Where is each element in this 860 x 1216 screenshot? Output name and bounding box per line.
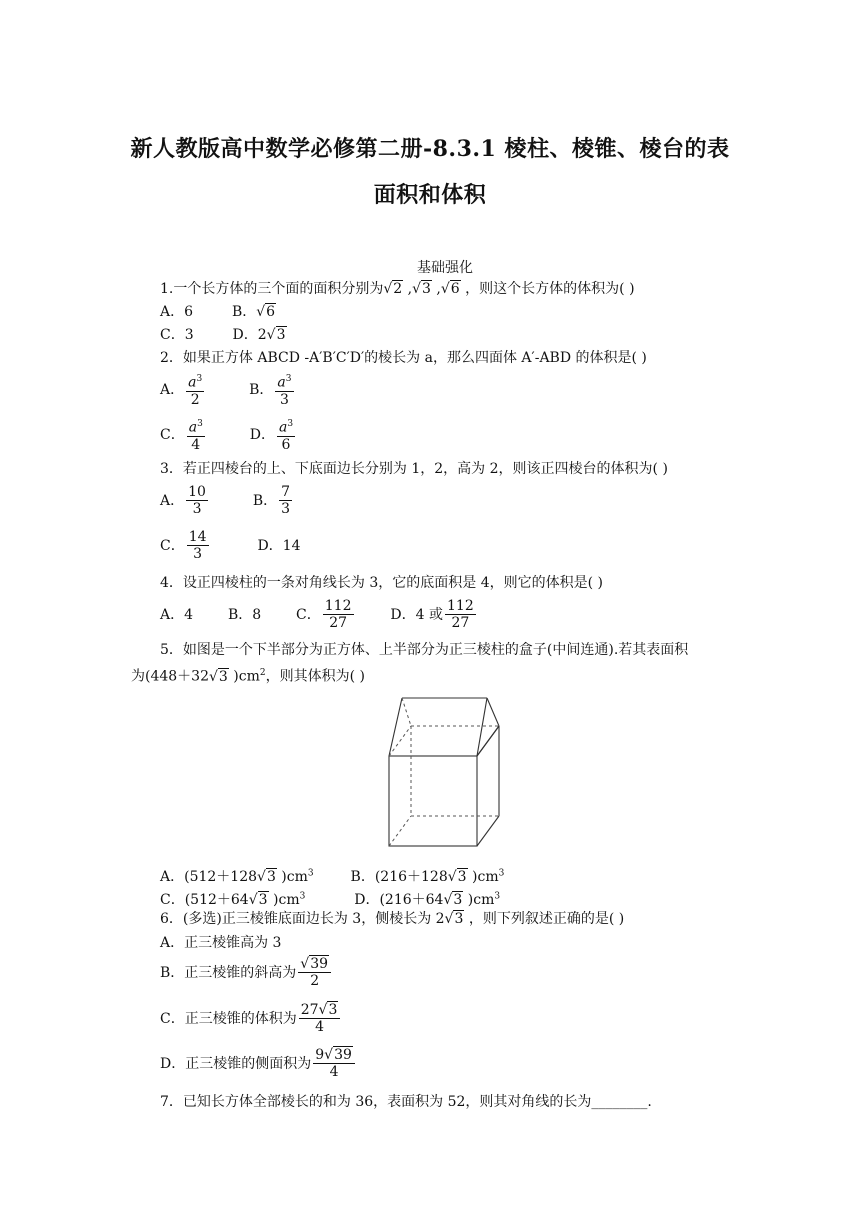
q5-option-b bbox=[351, 869, 505, 885]
option-label: A． bbox=[160, 493, 185, 509]
q3-option-a bbox=[160, 484, 210, 518]
option-label: D．正三棱锥的侧面积为 bbox=[160, 1056, 312, 1072]
q1-option-a: A．6 bbox=[160, 304, 194, 320]
radicand: 3 bbox=[422, 281, 431, 297]
option-label: B．(216＋128 bbox=[350, 868, 448, 885]
sqrt-3: √3 bbox=[248, 891, 268, 908]
denominator: 4 bbox=[315, 1019, 325, 1035]
numerator bbox=[275, 371, 293, 392]
fraction bbox=[277, 416, 295, 454]
radicand: 3 bbox=[266, 868, 276, 885]
exponent: 3 bbox=[307, 868, 314, 878]
separator: , bbox=[431, 281, 441, 297]
exponent: 3 bbox=[498, 868, 505, 878]
numerator bbox=[187, 416, 205, 437]
exponent: 3 bbox=[494, 891, 501, 901]
q6-option-a: A．正三棱锥高为 3 bbox=[160, 935, 282, 951]
stem-text: )cm bbox=[228, 668, 260, 685]
sqrt-3: √3 bbox=[412, 281, 431, 297]
fraction bbox=[186, 371, 204, 409]
q1-options-ab bbox=[160, 303, 276, 321]
numerator: 112 bbox=[447, 598, 474, 614]
sqrt-3: √3 bbox=[443, 891, 463, 908]
stem-text: 为(448＋32 bbox=[131, 668, 209, 685]
q5-stem-line1: 5．如图是一个下半部分为正方体、上半部分为正三棱柱的盒子(中间连通).若其表面积 bbox=[160, 642, 689, 658]
option-label: A．(512＋128 bbox=[160, 868, 258, 885]
q2-option-d bbox=[250, 416, 297, 454]
sqrt-39: √39 bbox=[324, 1047, 352, 1063]
fraction bbox=[445, 598, 476, 632]
q5-option-c bbox=[160, 892, 305, 908]
q5-options-ab bbox=[160, 864, 504, 886]
prism-cube-diagram bbox=[384, 694, 508, 854]
sqrt-6: √6 bbox=[440, 281, 460, 297]
q2-options-cd bbox=[160, 416, 297, 454]
separator: , bbox=[403, 281, 413, 297]
denominator: 27 bbox=[451, 615, 470, 631]
q4-option-d bbox=[390, 598, 477, 632]
option-label: C．正三棱锥的体积为 bbox=[160, 1011, 297, 1027]
variable: a bbox=[277, 374, 286, 391]
fraction bbox=[187, 416, 205, 454]
q2-options-ab bbox=[160, 371, 296, 409]
q4-option-b: B．8 bbox=[227, 607, 262, 623]
denominator: 27 bbox=[329, 615, 348, 631]
q1-option-b bbox=[232, 304, 276, 320]
option-label: D．4 或 bbox=[390, 607, 443, 623]
numerator: 10 bbox=[188, 484, 206, 500]
option-unit: )cm bbox=[467, 868, 499, 885]
option-label: D． bbox=[249, 426, 275, 443]
fraction bbox=[187, 529, 209, 563]
denominator: 6 bbox=[281, 436, 291, 453]
radicand: 3 bbox=[258, 891, 268, 908]
q2-option-b bbox=[249, 371, 295, 409]
q3-stem: 3．若正四棱台的上、下底面边长分别为 1，2，高为 2，则该正四棱台的体积为( ) bbox=[160, 461, 668, 477]
variable: a bbox=[188, 419, 198, 436]
sqrt-3: √3 bbox=[444, 911, 464, 927]
numerator bbox=[313, 1047, 355, 1064]
denominator: 3 bbox=[192, 501, 202, 517]
q2-option-c bbox=[160, 416, 207, 454]
option-label: A． bbox=[160, 381, 185, 398]
q7-stem: 7．已知长方体全部棱长的和为 36，表面积为 52，则其对角线的长为________. bbox=[160, 1094, 652, 1110]
option-label: B． bbox=[231, 304, 257, 320]
q1-stem-text-a: 1.一个长方体的三个面的面积分别为 bbox=[160, 281, 384, 297]
sqrt-3: √3 bbox=[318, 1002, 338, 1018]
sqrt-39: √39 bbox=[300, 956, 329, 972]
variable: a bbox=[278, 419, 288, 436]
exponent: 3 bbox=[285, 374, 292, 384]
option-unit: )cm bbox=[268, 891, 300, 908]
radicand: 3 bbox=[328, 1002, 338, 1018]
q4-stem: 4．设正四棱柱的一条对角线长为 3，它的底面积是 4，则它的体积是( ) bbox=[160, 575, 603, 591]
q4-option-c bbox=[296, 598, 355, 632]
q5-stem-line2 bbox=[131, 664, 365, 686]
denominator: 3 bbox=[281, 501, 291, 517]
radicand: 3 bbox=[453, 891, 463, 908]
option-label: C． bbox=[160, 538, 185, 554]
numerator: 14 bbox=[188, 529, 207, 545]
sqrt-3: √3 bbox=[447, 868, 467, 885]
sqrt-3: √3 bbox=[257, 868, 276, 885]
stem-text: 6．(多选)正三棱锥底面边长为 3，侧棱长为 2 bbox=[160, 911, 445, 927]
radicand: 6 bbox=[450, 281, 460, 297]
page-title-line1: 新人教版高中数学必修第二册-8.3.1 棱柱、棱锥、棱台的表 bbox=[130, 136, 730, 162]
q1-option-c: C．3 bbox=[160, 327, 194, 343]
q6-option-c bbox=[160, 1002, 342, 1036]
q3-option-c bbox=[160, 529, 211, 563]
option-label: D．2 bbox=[232, 327, 267, 343]
radicand: 2 bbox=[393, 281, 403, 297]
radicand: 3 bbox=[276, 327, 286, 343]
numerator: 112 bbox=[324, 598, 352, 614]
denominator: 3 bbox=[280, 391, 289, 408]
numerator bbox=[298, 956, 331, 973]
option-label: D．(216＋64 bbox=[354, 891, 444, 908]
q3-options-cd bbox=[160, 529, 301, 563]
numerator bbox=[186, 371, 204, 392]
coefficient: 9 bbox=[315, 1047, 325, 1063]
radicand: 3 bbox=[218, 668, 228, 685]
cube-front-face bbox=[389, 756, 477, 846]
numerator: 7 bbox=[281, 484, 291, 500]
q1-stem bbox=[160, 280, 635, 298]
sqrt-3: √3 bbox=[209, 668, 228, 685]
denominator: 4 bbox=[191, 436, 201, 453]
fraction bbox=[323, 598, 354, 632]
option-unit: )cm bbox=[276, 868, 308, 885]
q6-stem bbox=[160, 910, 624, 928]
option-label: B．正三棱锥的斜高为 bbox=[160, 965, 297, 981]
fraction bbox=[299, 1002, 341, 1036]
exponent: 3 bbox=[197, 419, 203, 429]
q5-option-a bbox=[160, 869, 314, 885]
radicand: 3 bbox=[454, 911, 464, 927]
q4-option-a: A．4 bbox=[160, 607, 194, 623]
sqrt-2: √2 bbox=[383, 281, 403, 297]
page-title-line2: 面积和体积 bbox=[373, 182, 487, 208]
option-label: C． bbox=[296, 607, 321, 623]
denominator: 4 bbox=[329, 1064, 339, 1080]
sqrt-3: √3 bbox=[266, 327, 286, 343]
q1-option-d bbox=[233, 327, 287, 343]
exponent: 2 bbox=[259, 668, 266, 678]
section-heading: 基础强化 bbox=[417, 260, 473, 276]
option-label: B． bbox=[252, 493, 278, 509]
numerator bbox=[299, 1002, 341, 1019]
stem-text: ，则其体积为( ) bbox=[265, 668, 365, 685]
q3-options-ab bbox=[160, 484, 294, 518]
q6-option-d bbox=[160, 1047, 357, 1081]
option-unit: )cm bbox=[463, 891, 495, 908]
exponent: 3 bbox=[287, 419, 294, 429]
q4-options bbox=[160, 598, 478, 632]
fraction bbox=[313, 1047, 355, 1081]
option-label: C．(512＋64 bbox=[160, 891, 249, 908]
exponent: 3 bbox=[196, 374, 203, 384]
numerator bbox=[277, 416, 295, 437]
radicand: 3 bbox=[457, 868, 467, 885]
q3-option-d: D．14 bbox=[257, 538, 301, 554]
radicand: 39 bbox=[310, 956, 329, 972]
sqrt-6: √6 bbox=[256, 304, 276, 320]
fraction bbox=[298, 956, 331, 990]
q2-option-a bbox=[160, 371, 206, 409]
radicand: 6 bbox=[266, 304, 276, 320]
option-label: B． bbox=[249, 381, 274, 398]
variable: a bbox=[188, 374, 197, 391]
fraction bbox=[186, 484, 208, 518]
fraction bbox=[275, 371, 293, 409]
q5-option-d bbox=[354, 892, 500, 908]
q1-stem-text-b: ，则这个长方体的体积为( ) bbox=[460, 281, 635, 297]
denominator: 3 bbox=[193, 546, 203, 562]
coefficient: 27 bbox=[300, 1002, 319, 1018]
box-figure bbox=[384, 694, 508, 858]
q5-options-cd bbox=[160, 887, 500, 909]
q2-stem: 2．如果正方体 ABCD -A′B′C′D′的棱长为 a，那么四面体 A′-ABD 的体积是( ) bbox=[160, 350, 647, 366]
stem-text: ，则下列叙述正确的是( ) bbox=[464, 911, 625, 927]
q6-option-b bbox=[160, 956, 333, 990]
fraction bbox=[279, 484, 292, 518]
radicand: 39 bbox=[334, 1047, 352, 1063]
option-label: C． bbox=[160, 426, 185, 443]
denominator: 2 bbox=[310, 973, 320, 989]
q1-options-cd bbox=[160, 326, 287, 344]
denominator: 2 bbox=[190, 391, 200, 408]
q3-option-b bbox=[253, 484, 294, 518]
exponent: 3 bbox=[299, 891, 306, 901]
